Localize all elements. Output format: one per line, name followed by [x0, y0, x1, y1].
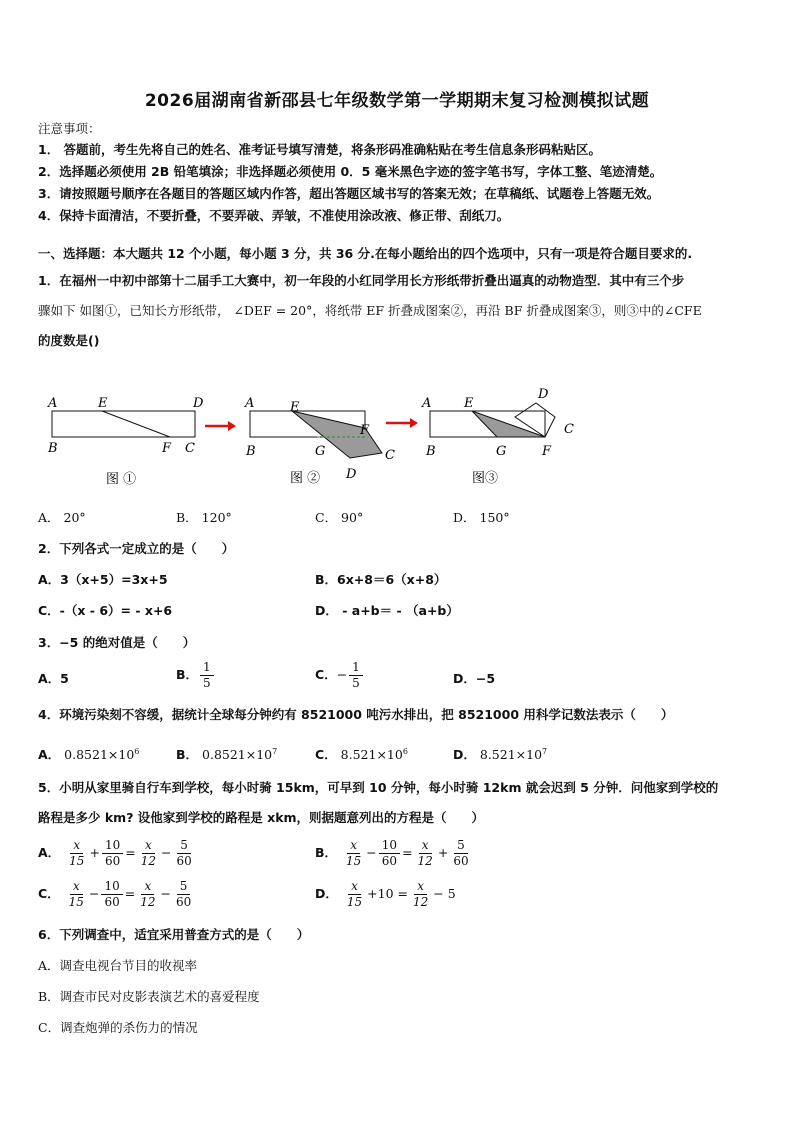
q4-option-a[interactable]: A． $0.8521\times 10^6$: [38, 747, 140, 763]
fig2-label-a: A: [245, 396, 255, 411]
fig2-label-c: C: [385, 448, 395, 463]
q4-option-b[interactable]: B． $0.8521\times 10^7$: [176, 747, 278, 763]
q2-option-b[interactable]: B．6x+8＝6（x+8）: [315, 572, 447, 587]
fig3-label-f: F: [542, 444, 552, 459]
notice-item: 3．请按照题号顺序在各题目的答题区域内作答，超出答题区域书写的答案无效；在草稿纸、试题卷上答题无效。: [38, 186, 660, 201]
fig3-label-g: G: [496, 444, 507, 459]
q2-stem: 2．下列各式一定成立的是（ ）: [38, 541, 235, 556]
fig1-label-c: C: [185, 441, 195, 456]
fig3-caption: 图③: [472, 471, 499, 486]
fig1-label-e: E: [98, 396, 108, 411]
q3-option-b-label: B．: [176, 667, 199, 682]
q3-option-b[interactable]: [176, 660, 216, 691]
q1-stem-line: 的度数是(): [38, 333, 100, 348]
q1-option-d[interactable]: D． 150°: [453, 510, 510, 525]
fraction: $\frac{1}{5}$: [200, 660, 214, 691]
q3-option-d[interactable]: D．−5: [453, 671, 496, 686]
q4-stem: 4．环境污染刻不容缓，据统计全球每分钟约有 8521000 吨污水排出，把 8521000 用科学记数法表示（ ）: [38, 707, 674, 722]
q6-option-c[interactable]: C．调查炮弹的杀伤力的情况: [38, 1020, 198, 1035]
fig3-label-e: E: [464, 396, 474, 411]
q1-stem-line: 骤如下 如图①，已知长方形纸带， ∠DEF = 20°，将纸带 EF 折叠成图案②，再沿 BF 折叠成图案③，则③中的∠CFE: [38, 303, 702, 318]
arrow-head-icon: [410, 418, 418, 428]
section-heading: 一、选择题：本大题共 12 个小题，每小题 3 分，共 36 分.在每小题给出的四个选项中，只有一项是符合题目要求的.: [38, 246, 693, 261]
fig1-fold-line: [102, 411, 170, 437]
q4-option-d[interactable]: D． $8.521\times 10^7$: [453, 747, 548, 763]
q5-option-c[interactable]: C． $\frac{x}{15}$ − $\frac{10}{60}$ = $\frac{x}{12}$ − $\frac{5}{60}$: [38, 879, 192, 909]
notice-item: 2．选择题必须使用 2B 铅笔填涂；非选择题必须使用 0．5 毫米黑色字迹的签字笔书写，字体工整、笔迹清楚。: [38, 164, 663, 179]
q3-option-c[interactable]: C．− $\frac{1}{5}$: [315, 660, 365, 691]
fig1-label-d: D: [193, 396, 204, 411]
q2-option-d[interactable]: D． - a+b＝ - （a+b）: [315, 603, 459, 618]
fig3-label-c: C: [564, 422, 574, 437]
fig2-caption: 图 ②: [290, 471, 321, 486]
fraction: $\frac{1}{5}$: [349, 660, 363, 691]
fig1-label-a: A: [48, 396, 58, 411]
q2-option-a[interactable]: A．3（x+5）=3x+5: [38, 572, 168, 587]
fig1-strip: [52, 411, 195, 437]
fig1-caption: 图 ①: [106, 472, 137, 487]
q6-option-b[interactable]: B．调查市民对皮影表演艺术的喜爱程度: [38, 989, 260, 1004]
q3-stem: 3．−5 的绝对值是（ ）: [38, 635, 196, 650]
fig2-label-g: G: [315, 444, 326, 459]
q3-option-a[interactable]: A．5: [38, 671, 69, 686]
q6-stem: 6．下列调查中，适宜采用普查方式的是（ ）: [38, 927, 310, 942]
q4-option-c[interactable]: C． $8.521\times 10^6$: [315, 747, 408, 763]
q3-option-c-label: C．: [315, 667, 337, 682]
fig3-label-b: B: [426, 444, 436, 459]
q1-stem-line: 1．在福州一中初中部第十二届手工大赛中，初一年段的小红同学用长方形纸带折叠出逼真的动物造型．其中有三个步: [38, 273, 685, 288]
notice-item: 4．保持卡面清洁，不要折叠，不要弄破、弄皱，不准使用涂改液、修正带、刮纸刀。: [38, 208, 510, 223]
fig2-label-d: D: [346, 467, 357, 482]
q5-option-a[interactable]: A． $\frac{x}{15}$ + $\frac{10}{60}$ = $\frac{x}{12}$ − $\frac{5}{60}$: [38, 838, 192, 868]
q5-option-d[interactable]: D． $\frac{x}{15}$ +10 = $\frac{x}{12}$ − 5: [315, 879, 456, 909]
page-title: 2026届湖南省新邵县七年级数学第一学期期末复习检测模拟试题: [144, 91, 650, 111]
q6-option-a[interactable]: A．调查电视台节目的收视率: [38, 958, 198, 973]
q1-option-a[interactable]: A． 20°: [38, 510, 86, 525]
fig2-label-e: E: [290, 400, 300, 415]
fig3-folded-part: [472, 411, 545, 437]
q1-option-b[interactable]: B． 120°: [176, 510, 232, 525]
q2-option-c[interactable]: C．-（x - 6）= - x+6: [38, 603, 173, 618]
q5-option-b[interactable]: B． $\frac{x}{15}$ − $\frac{10}{60}$ = $\frac{x}{12}$ + $\frac{5}{60}$: [315, 838, 469, 868]
fig1-label-b: B: [48, 441, 58, 456]
notice-heading: 注意事项：: [38, 121, 101, 136]
q5-stem-line: 5．小明从家里骑自行车到学校，每小时骑 15km，可早到 10 分钟，每小时骑 12km 就会迟到 5 分钟．问他家到学校的: [38, 780, 719, 795]
fig2-label-f: F: [360, 423, 370, 438]
fig3-label-a: A: [422, 396, 432, 411]
fig1-label-f: F: [162, 441, 172, 456]
q1-option-c[interactable]: C． 90°: [315, 510, 364, 525]
fig2-label-b: B: [246, 444, 256, 459]
arrow-head-icon: [228, 421, 236, 431]
fig3-label-d: D: [538, 387, 549, 402]
q1-figure: [40, 383, 600, 488]
q5-stem-line: 路程是多少 km? 设他家到学校的路程是 xkm，则据题意列出的方程是（ ）: [38, 810, 485, 825]
notice-item: 1． 答题前，考生先将自己的姓名、准考证号填写清楚，将条形码准确粘贴在考生信息条形码粘贴区。: [38, 142, 602, 157]
